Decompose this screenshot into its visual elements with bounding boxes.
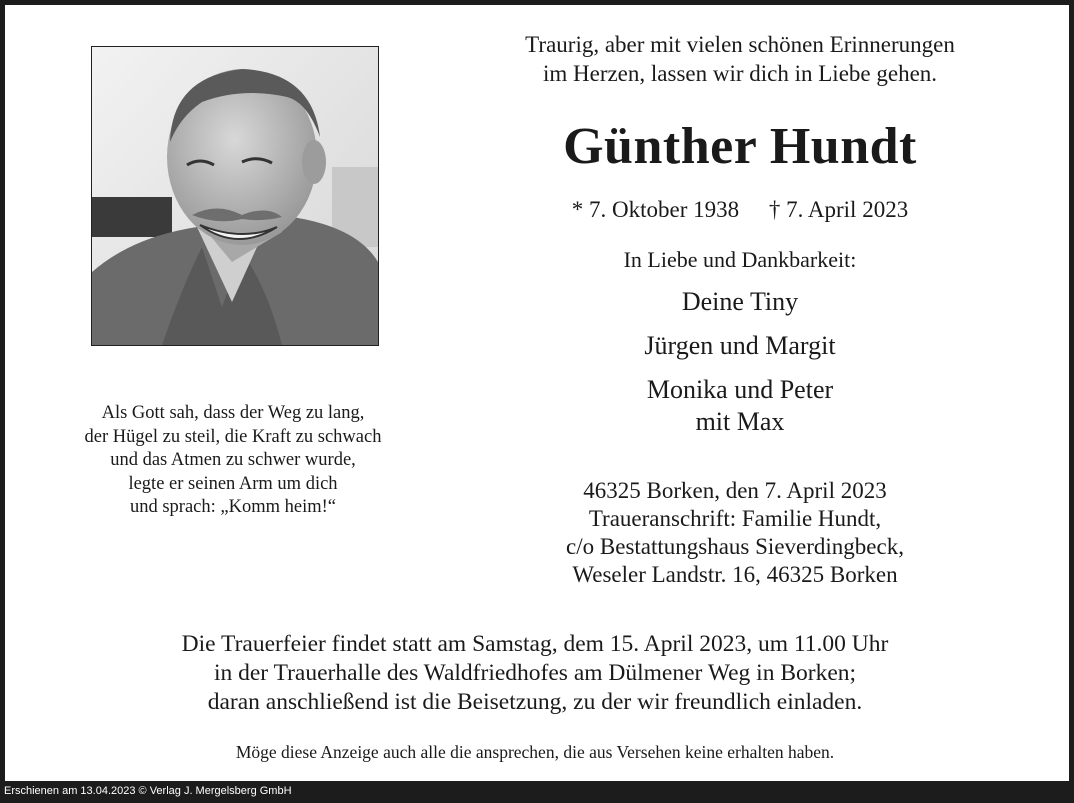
address-line: Traueranschrift: Familie Hundt, xyxy=(588,506,882,531)
intro-line: im Herzen, lassen wir dich in Liebe gehen. xyxy=(542,61,938,86)
address-line: Weseler Landstr. 16, 46325 Borken xyxy=(572,562,898,587)
poem-line: Als Gott sah, dass der Weg zu lang, xyxy=(101,403,365,423)
service-line: daran anschließend ist die Beisetzung, zu der wir freundlich einladen. xyxy=(207,689,863,715)
family-line: Monika und Peter xyxy=(646,375,834,404)
address-line: 46325 Borken, den 7. April 2023 xyxy=(583,478,887,503)
family-line: mit Max xyxy=(695,407,785,436)
family-line: Jürgen und Margit xyxy=(644,331,836,360)
intro-line: Traurig, aber mit vielen schönen Erinnerungen xyxy=(525,32,955,57)
footer-bar xyxy=(0,781,1074,803)
portrait-photo xyxy=(91,46,379,346)
service-line: Die Trauerfeier findet statt am Samstag, dem 15. April 2023, um 11.00 Uhr xyxy=(181,631,889,657)
birth-date: * 7. Oktober 1938 xyxy=(571,197,740,222)
death-date: † 7. April 2023 xyxy=(768,197,909,222)
thanks-heading: In Liebe und Dankbarkeit: xyxy=(623,247,857,272)
closing-note: Möge diese Anzeige auch alle die ansprechen, die aus Versehen keine erhalten haben. xyxy=(235,742,835,762)
service-info xyxy=(40,630,1030,717)
poem-line: und das Atmen zu schwer wurde, xyxy=(110,450,356,470)
family-line: Deine Tiny xyxy=(681,287,799,316)
service-line: in der Trauerhalle des Waldfriedhofes am Dülmener Weg in Borken; xyxy=(213,660,857,686)
deceased-name: Günther Hundt xyxy=(563,118,917,175)
poem-line: der Hügel zu steil, die Kraft zu schwach xyxy=(84,426,382,447)
address-block xyxy=(440,477,1030,589)
poem-line: legte er seinen Arm um dich xyxy=(128,473,338,494)
poem xyxy=(40,402,426,520)
intro-text xyxy=(470,30,1010,88)
address-line: c/o Bestattungshaus Sieverdingbeck, xyxy=(566,534,904,559)
life-dates xyxy=(470,195,1010,225)
poem-line: und sprach: „Komm heim!“ xyxy=(129,497,336,517)
publication-credit: Erschienen am 13.04.2023 © Verlag J. Mergelsberg GmbH xyxy=(4,785,292,797)
